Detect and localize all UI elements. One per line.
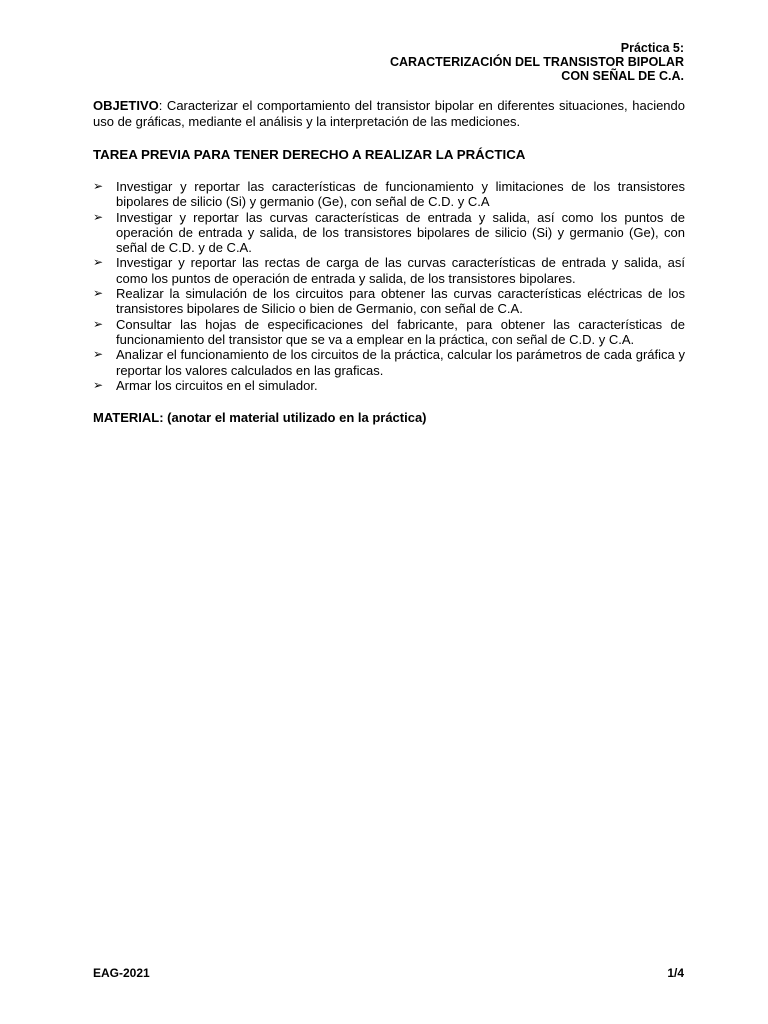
list-item (93, 210, 685, 256)
list-item-text: Consultar las hojas de especificaciones del fabricante, para obtener las características de funcionamiento del transistor que se va a emplear en la práctica, con señal de C.D. y C.A. (116, 316, 685, 347)
list-item-text: Investigar y reportar las curvas características de entrada y salida, así como los puntos de operación de entrada y salida, de los transistores bipolares de silicio (Si) y germanio (Ge), con señal de C.D. y de C.A. (116, 209, 685, 256)
material-label: MATERIAL (93, 410, 160, 425)
list-item (93, 179, 685, 210)
list-item (93, 378, 685, 393)
prior-task-heading: TAREA PREVIA PARA TENER DERECHO A REALIZAR LA PRÁCTICA (93, 147, 526, 162)
list-item (93, 286, 685, 317)
arrow-bullet-icon: ➢ (93, 209, 104, 224)
practice-subtitle: CON SEÑAL DE C.A. (561, 69, 684, 83)
arrow-bullet-icon: ➢ (93, 255, 104, 270)
list-item (93, 255, 685, 286)
objective-text: : Caracterizar el comportamiento del transistor bipolar en diferentes situaciones, haciendo uso de gráficas, mediante el análisis y la interpretación de las mediciones. (93, 98, 685, 129)
list-item-text: Investigar y reportar las características de funcionamiento y limitaciones de los transistores bipolares de silicio (Si) y germanio (Ge), con señal de C.D. y C.A (116, 179, 685, 210)
prior-task-list (93, 179, 685, 393)
practice-header (390, 41, 684, 83)
objective-label: OBJETIVO (93, 98, 159, 113)
material-note: (anotar el material utilizado en la práctica) (167, 410, 427, 425)
arrow-bullet-icon: ➢ (93, 286, 104, 301)
practice-title: CARACTERIZACIÓN DEL TRANSISTOR BIPOLAR (390, 55, 684, 69)
objective-paragraph (93, 98, 685, 129)
footer-code: EAG-2021 (93, 966, 150, 980)
arrow-bullet-icon: ➢ (93, 316, 104, 331)
list-item (93, 317, 685, 348)
list-item-text: Analizar el funcionamiento de los circuitos de la práctica, calcular los parámetros de cada gráfica y reportar los valores calculados en las graficas. (116, 347, 685, 378)
material-heading (93, 410, 427, 426)
page-number: 1/4 (667, 966, 684, 980)
material-separator: : (159, 410, 168, 425)
list-item-text: Realizar la simulación de los circuitos para obtener las curvas características eléctricas de los transistores bipolares de Silicio o bien de Germanio, con señal de C.A. (116, 286, 685, 317)
arrow-bullet-icon: ➢ (93, 179, 104, 193)
practice-number: Práctica 5: (620, 41, 684, 55)
arrow-bullet-icon: ➢ (93, 377, 104, 392)
arrow-bullet-icon: ➢ (93, 347, 104, 362)
list-item-text: Armar los circuitos en el simulador. (116, 377, 318, 393)
list-item-text: Investigar y reportar las rectas de carga de las curvas características de entrada y salida, así como los puntos de operación de entrada y salida, de los transistores bipolares. (116, 255, 685, 286)
list-item (93, 347, 685, 378)
